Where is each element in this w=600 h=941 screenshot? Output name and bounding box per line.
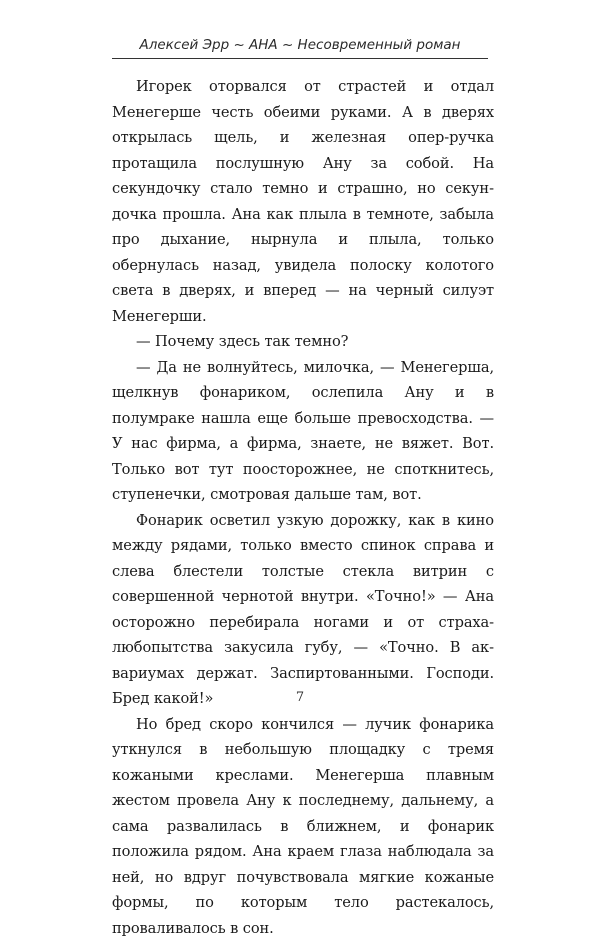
paragraph-5: Но бред скоро кончился — лучик фонарика уткнулся в небольшую площадку с тремя кожаными креслами. Менегерша плавным жестом провела Ану к последнему, дальнему, а сама развалилась в ближнем, и фонарик положила рядом. Ана краем глаза наблюдала за ней, но вдруг почувствовала мягкие кожаные формы, по которым тело растекалось, проваливалось в сон.	[112, 712, 494, 941]
paragraph-2: — Почему здесь так темно?	[112, 329, 494, 355]
running-header: Алексей Эрр ~ АНА ~ Несовременный роман	[112, 36, 488, 59]
paragraph-1: Игорек оторвался от страстей и отдал Менегерше честь обеими руками. А в дверях открылась щель, и железная опер-ручка протащила послушную Ану за собой. На секундочку стало темно и страшно, но секундочка прошла. Ана как плыла в темноте, забыла про дыхание, нырнула и плыла, только обернулась назад, увидела полоску колотого света в дверях, и вперед — на черный силуэт Менегерши.	[112, 74, 494, 329]
body-text	[112, 74, 494, 941]
page-number: 7	[0, 690, 600, 706]
paragraph-4: Фонарик осветил узкую дорожку, как в кино между рядами, только вместо спинок справа и слева блестели толстые стекла витрин с совершенной чернотой внутри. «Точно!» — Ана осторожно перебирала ногами и от страха-любопытства закусила губу, — «Точно. В аквариумах держат. Заспиртованными. Господи. Бред какой!»	[112, 508, 494, 712]
paragraph-3: — Да не волнуйтесь, милочка, — Менегерша, щелкнув фонариком, ослепила Ану и в полумраке нашла еще больше превосходства. — У нас фирма, а фирма, знаете, не вяжет. Вот. Только вот тут поосторожнее, не споткнитесь, ступенечки, смотровая дальше там, вот.	[112, 355, 494, 508]
